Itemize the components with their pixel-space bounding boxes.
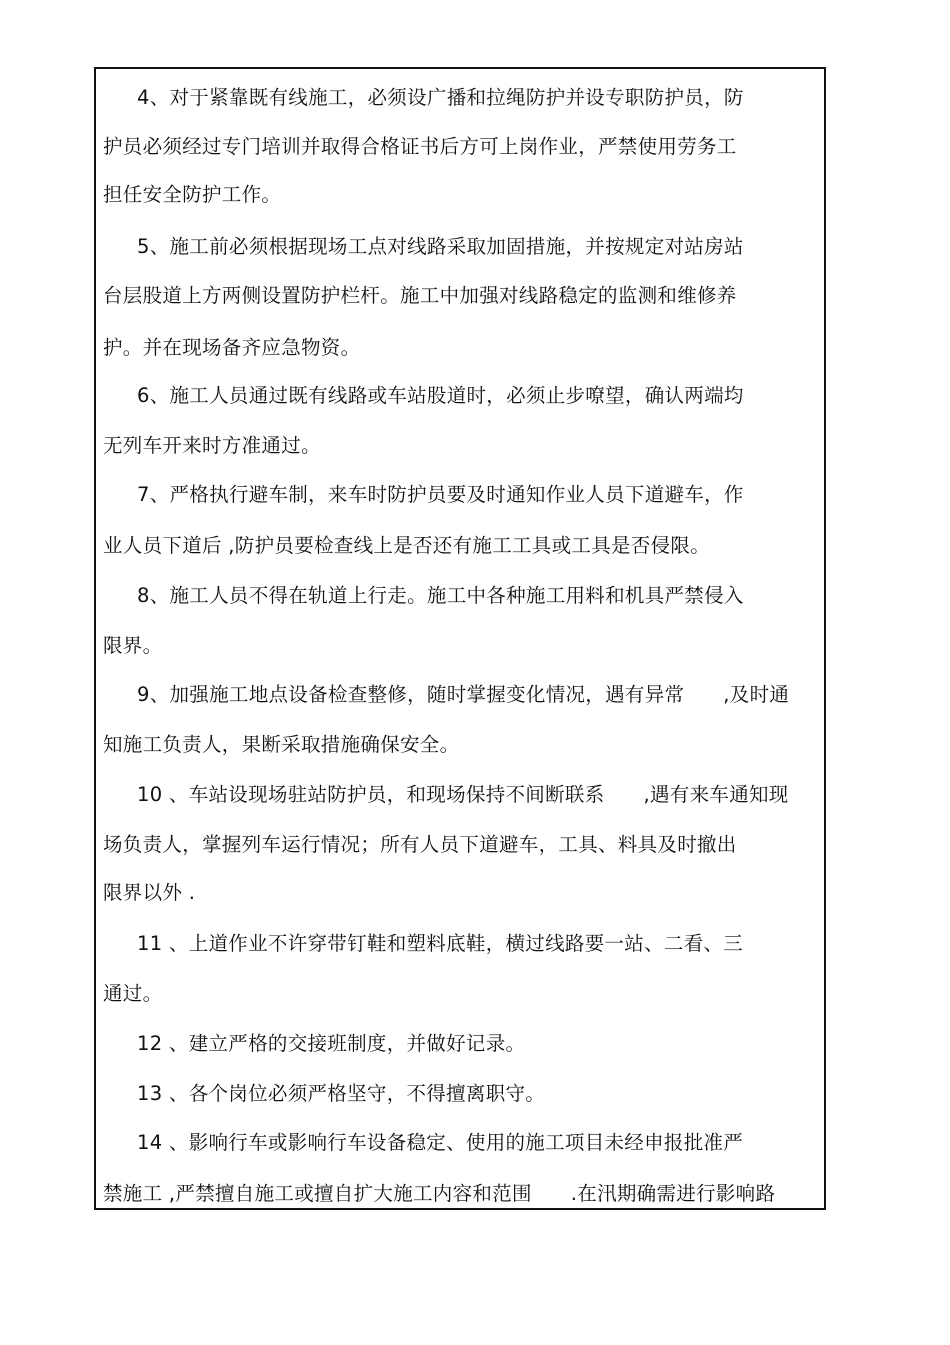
text-line: 13 、各个岗位必须严格坚守，不得擅离职守。 — [137, 1082, 546, 1105]
document-frame — [94, 67, 826, 1210]
text-line: 担任安全防护工作。 — [103, 183, 282, 206]
text-line: 禁施工 ,严禁擅自施工或擅自扩大施工内容和范围 .在汛期确需进行影响路 — [103, 1182, 776, 1205]
text-line: 通过。 — [103, 982, 163, 1005]
text-line: 限界以外 . — [103, 881, 196, 904]
text-line: 护员必须经过专门培训并取得合格证书后方可上岗作业，严禁使用劳务工 — [103, 135, 737, 158]
text-line: 无列车开来时方准通过。 — [103, 434, 321, 457]
text-line: 7、严格执行避车制，来车时防护员要及时通知作业人员下道避车，作 — [137, 483, 744, 506]
text-line: 9、加强施工地点设备检查整修，随时掌握变化情况，遇有异常 ,及时通 — [137, 683, 790, 706]
text-line: 6、施工人员通过既有线路或车站股道时，必须止步嘹望，确认两端均 — [137, 384, 744, 407]
text-line: 5、施工前必须根据现场工点对线路采取加固措施，并按规定对站房站 — [137, 235, 744, 258]
text-line: 限界。 — [103, 634, 163, 657]
text-line: 业人员下道后 ,防护员要检查线上是否还有施工工具或工具是否侵限。 — [103, 534, 710, 557]
text-line: 4、对于紧靠既有线施工，必须设广播和拉绳防护并设专职防护员，防 — [137, 86, 744, 109]
text-line: 14 、影响行车或影响行车设备稳定、使用的施工项目未经申报批准严 — [137, 1131, 744, 1154]
text-line: 10 、车站设现场驻站防护员，和现场保持不间断联系 ,遇有来车通知现 — [137, 783, 789, 806]
text-line: 12 、建立严格的交接班制度，并做好记录。 — [137, 1032, 526, 1055]
text-line: 8、施工人员不得在轨道上行走。施工中各种施工用料和机具严禁侵入 — [137, 584, 744, 607]
text-line: 场负责人，掌握列车运行情况；所有人员下道避车，工具、料具及时撤出 — [103, 833, 737, 856]
text-line: 台层股道上方两侧设置防护栏杆。施工中加强对线路稳定的监测和维修养 — [103, 284, 737, 307]
text-line: 11 、上道作业不许穿带钉鞋和塑料底鞋，横过线路要一站、二看、三 — [137, 932, 744, 955]
text-line: 知施工负责人，果断采取措施确保安全。 — [103, 733, 460, 756]
text-line: 护。并在现场备齐应急物资。 — [103, 336, 361, 359]
